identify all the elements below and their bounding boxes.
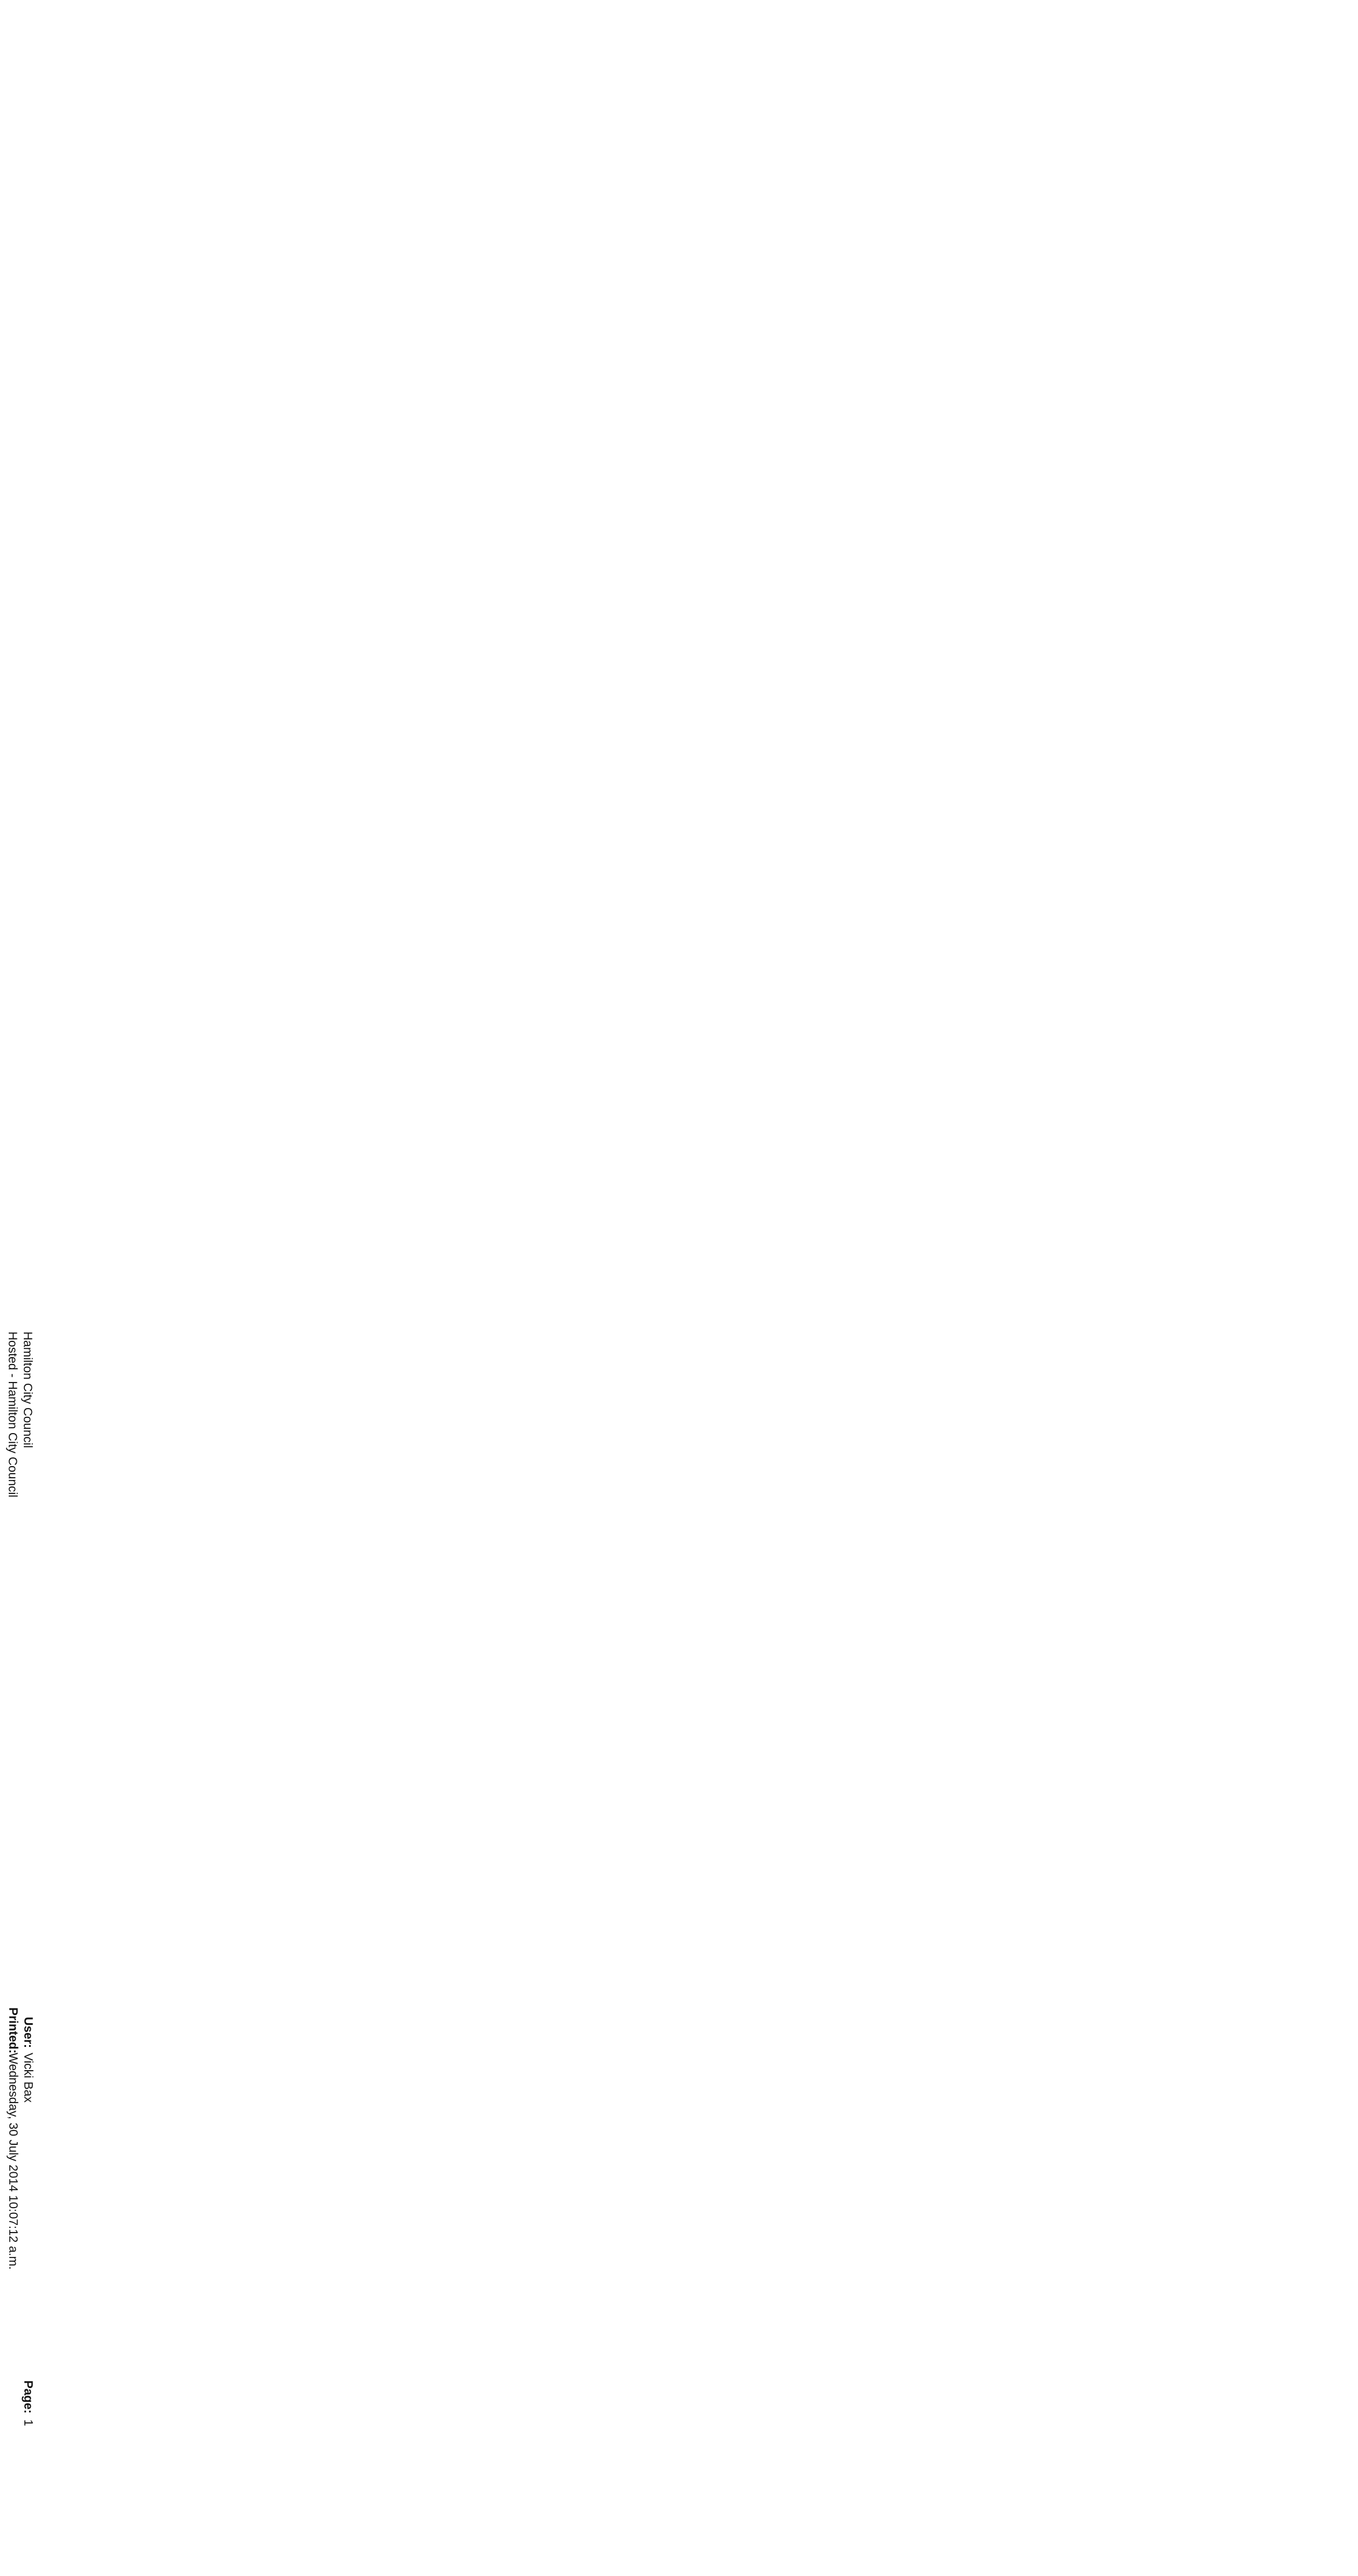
job-sheet-page <box>0 1288 99 2576</box>
user-label: User: <box>21 2017 35 2048</box>
user-value: Vicki Bax <box>21 2053 35 2103</box>
printed-value: Wednesday, 30 July 2014 10:07:12 a.m. <box>6 2053 20 2270</box>
page-number: 1 <box>21 2419 35 2426</box>
printed-label: Printed: <box>6 2007 20 2054</box>
org-name: Hamilton City Council <box>21 1332 34 1448</box>
page-label: Page: <box>21 2380 35 2414</box>
org-hosted: Hosted - Hamilton City Council <box>6 1332 19 1497</box>
